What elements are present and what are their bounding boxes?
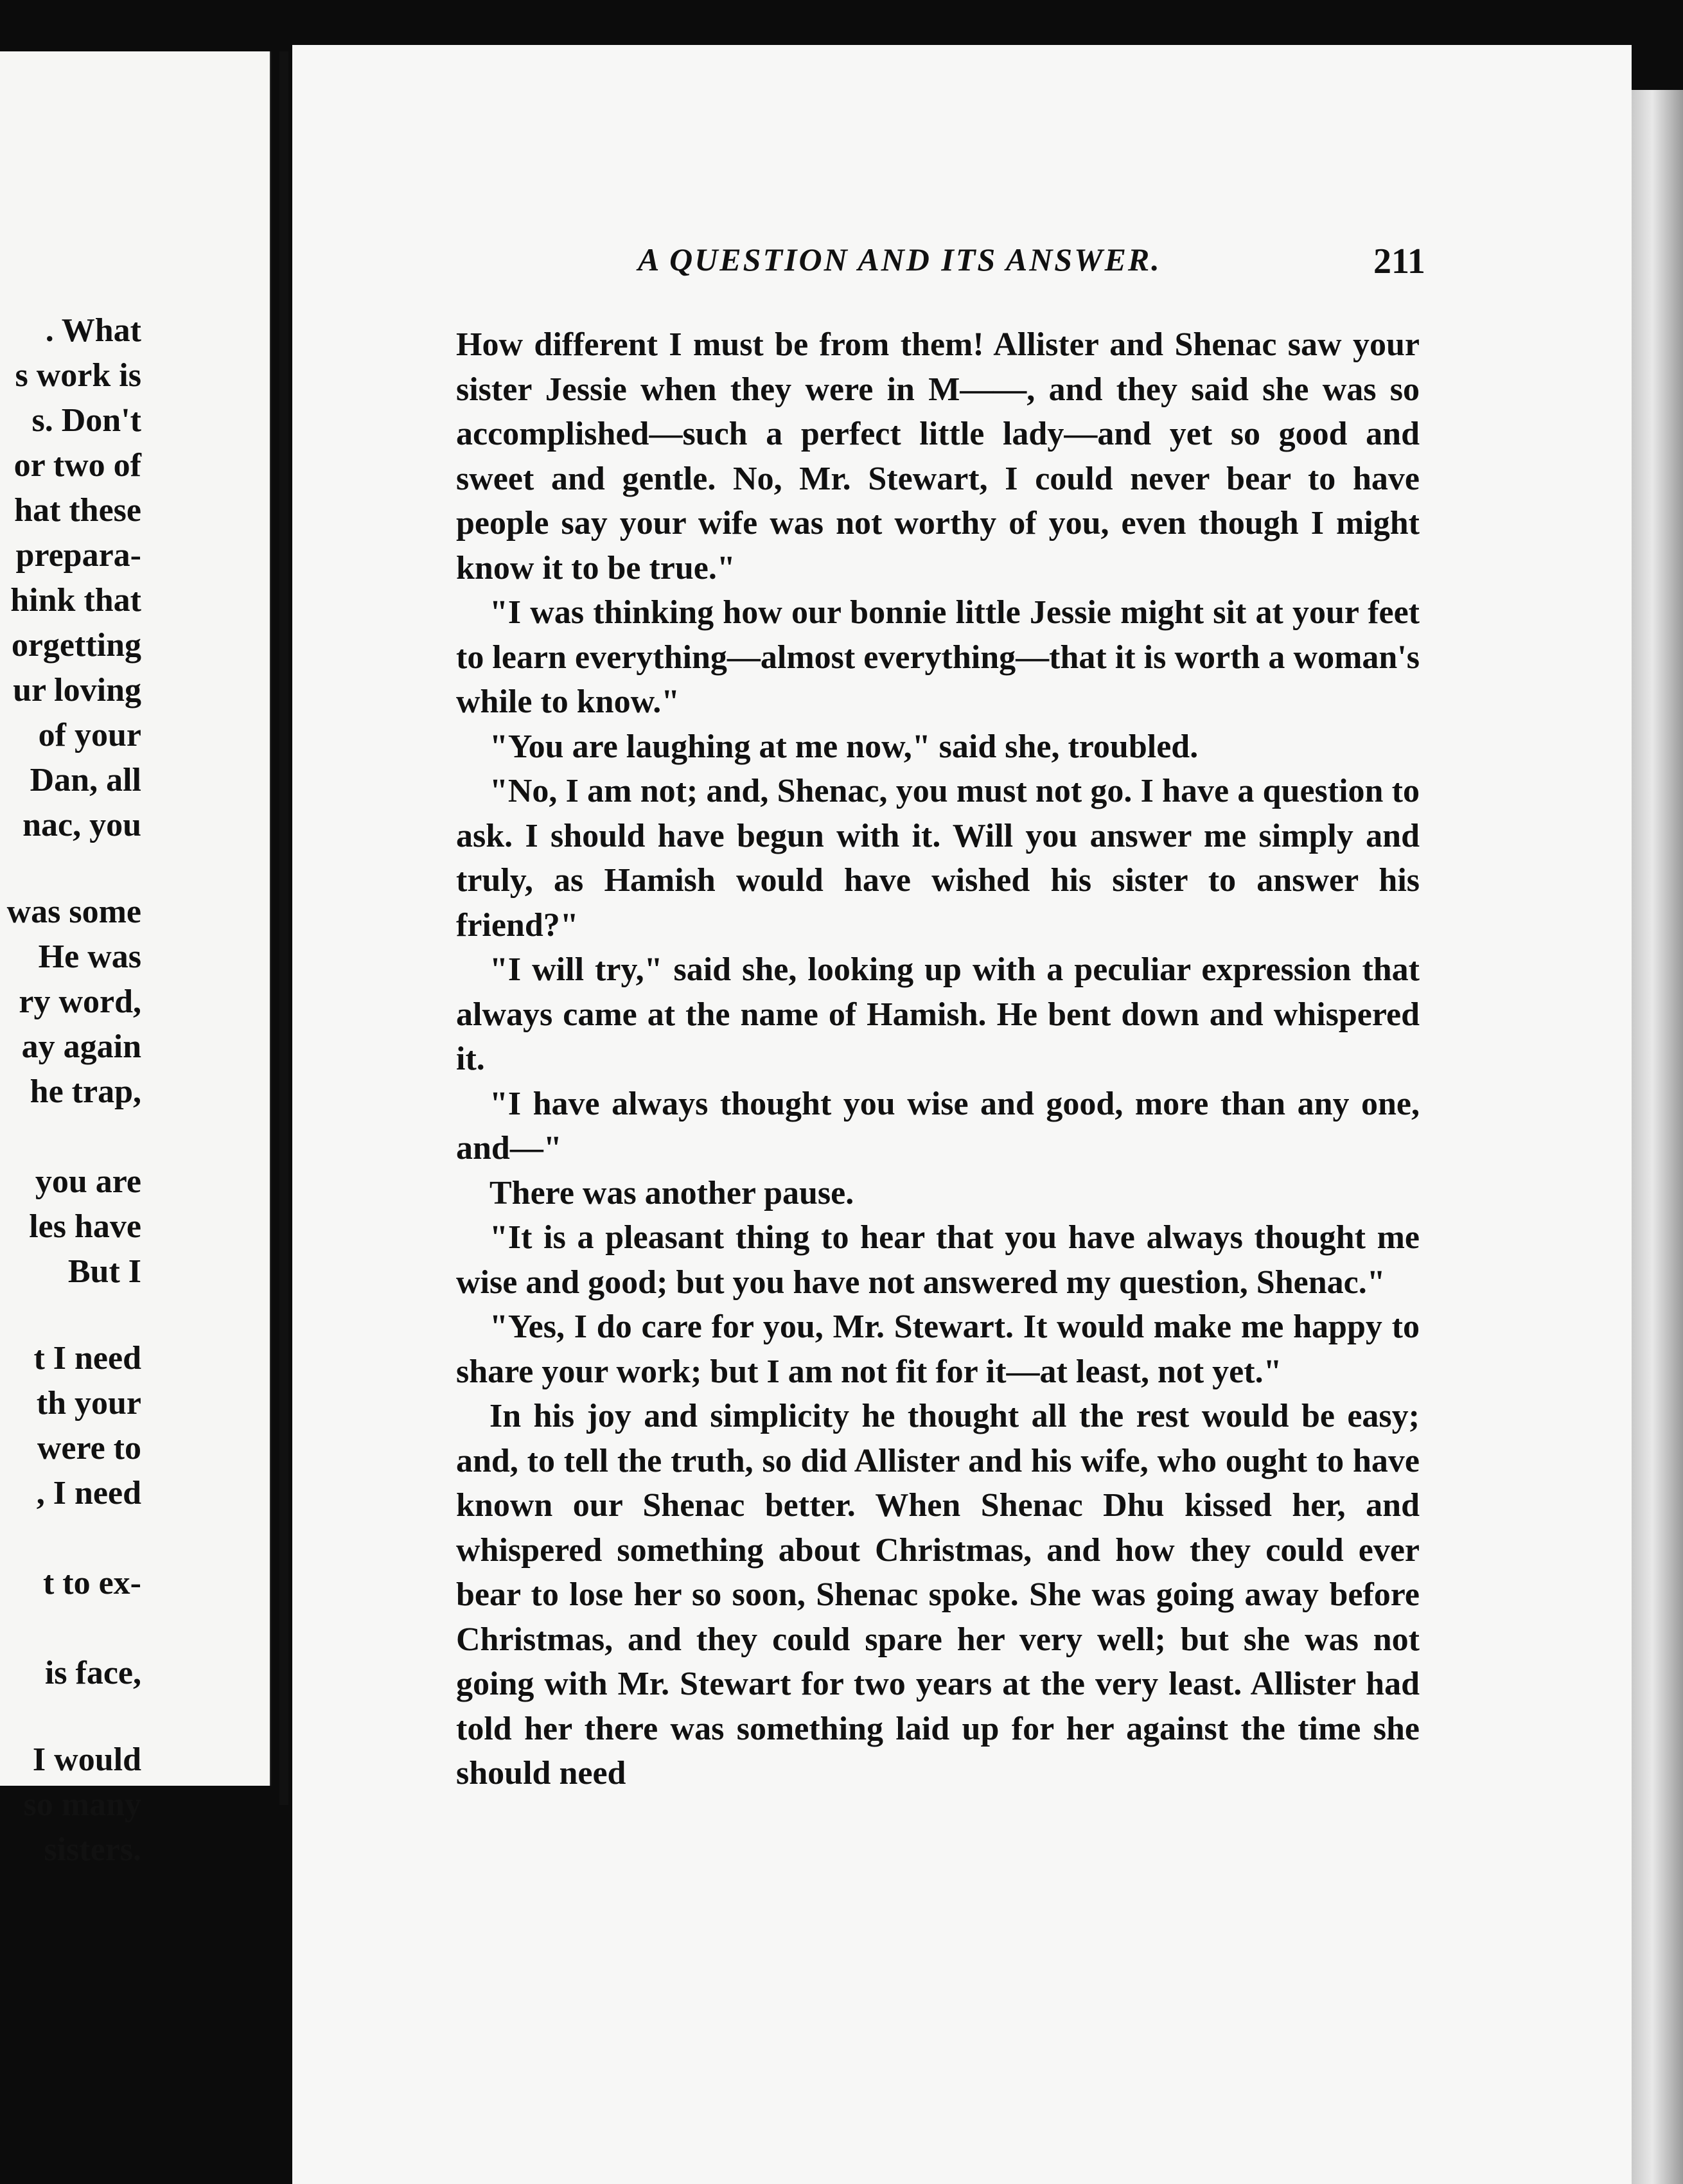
facing-page-fragment xyxy=(0,51,271,1868)
facing-page-line: you are xyxy=(35,1163,141,1200)
paragraph: "I have always thought you wise and good, more than any one, and—" xyxy=(456,1085,1420,1167)
paragraph: How different I must be from them! Allister and Shenac saw your sister Jessie when they were in M——, and they said she was so accomplished—such a perfect little lady—and yet so good and sweet and gentle. No, Mr. Stewart, I could never bear to have people say your wife was not worthy of you, even though I might know it to be true." xyxy=(456,326,1420,586)
facing-page-line: . What xyxy=(45,312,141,349)
facing-page-line: so many xyxy=(23,1786,141,1823)
facing-page-line: t to ex- xyxy=(42,1565,141,1601)
page-body xyxy=(456,322,1420,1796)
facing-page-line: hat these xyxy=(14,492,141,529)
facing-page-line: prepara- xyxy=(15,537,141,574)
facing-page-line: les have xyxy=(29,1208,141,1245)
facing-page-line: sisters. xyxy=(44,1831,141,1868)
paragraph: "No, I am not; and, Shenac, you must not go. I have a question to ask. I should have begun with it. Will you answer me simply and truly, as Hamish would have wished his sister to answer his friend?" xyxy=(456,773,1420,944)
running-head: A QUESTION AND ITS ANSWER. xyxy=(638,242,1161,277)
paragraph: "You are laughing at me now," said she, troubled. xyxy=(489,728,1199,765)
paragraph: There was another pause. xyxy=(489,1174,854,1211)
facing-page-line: was some xyxy=(6,894,141,930)
page-edge xyxy=(1632,90,1683,2184)
facing-page-line: were to xyxy=(37,1430,141,1466)
facing-page-line: t I need xyxy=(33,1340,141,1377)
facing-page-line: But I xyxy=(67,1253,141,1290)
facing-page-line: , I need xyxy=(36,1475,141,1511)
facing-page-line: orgetting xyxy=(11,627,141,664)
facing-page-line: he trap, xyxy=(30,1073,141,1110)
facing-page-line: s. Don't xyxy=(31,402,141,439)
paragraph: "I was thinking how our bonnie little Jessie might sit at your feet to learn everything—almost everything—that it is worth a woman's while to know." xyxy=(456,594,1420,720)
paragraph: "Yes, I do care for you, Mr. Stewart. It would make me happy to share your work; but I am not fit for it—at least, not yet." xyxy=(456,1308,1420,1390)
paragraph: In his joy and simplicity he thought all the rest would be easy; and, to tell the truth, so did Allister and his wife, who ought to have known our Shenac better. When Shenac Dhu kissed her, and whispered something about Christmas, and how they could ever bear to lose her so soon, Shenac spoke. She was going away before Christmas, and they could spare her very well; but she was not going with Mr. Stewart for two years at the very least. Allister had told her there was something laid up for her against the time she should need xyxy=(456,1398,1420,1792)
facing-page-line: hink that xyxy=(10,582,141,619)
paragraph: "It is a pleasant thing to hear that you have always thought me wise and good; but you have not answered my question, Shenac." xyxy=(456,1219,1420,1301)
facing-page-line: th your xyxy=(36,1385,141,1422)
facing-page-line: ur loving xyxy=(13,672,141,709)
facing-page-line: ay again xyxy=(21,1028,141,1065)
facing-page-line: I would xyxy=(32,1741,141,1778)
facing-page-line: Dan, all xyxy=(30,762,141,798)
page-number: 211 xyxy=(1373,242,1425,281)
facing-page-line: or two of xyxy=(13,447,141,484)
facing-page-line: s work is xyxy=(15,357,141,394)
facing-page-line: ry word, xyxy=(19,983,141,1020)
facing-page-line: of your xyxy=(38,717,141,753)
facing-page-line: He was xyxy=(38,938,141,975)
book-gutter xyxy=(279,51,288,1805)
facing-page-line: is face, xyxy=(44,1655,141,1691)
facing-page-line: nac, you xyxy=(22,807,141,843)
paragraph: "I will try," said she, looking up with a peculiar expression that always came at the name of Hamish. He bent down and whispered it. xyxy=(456,951,1420,1077)
